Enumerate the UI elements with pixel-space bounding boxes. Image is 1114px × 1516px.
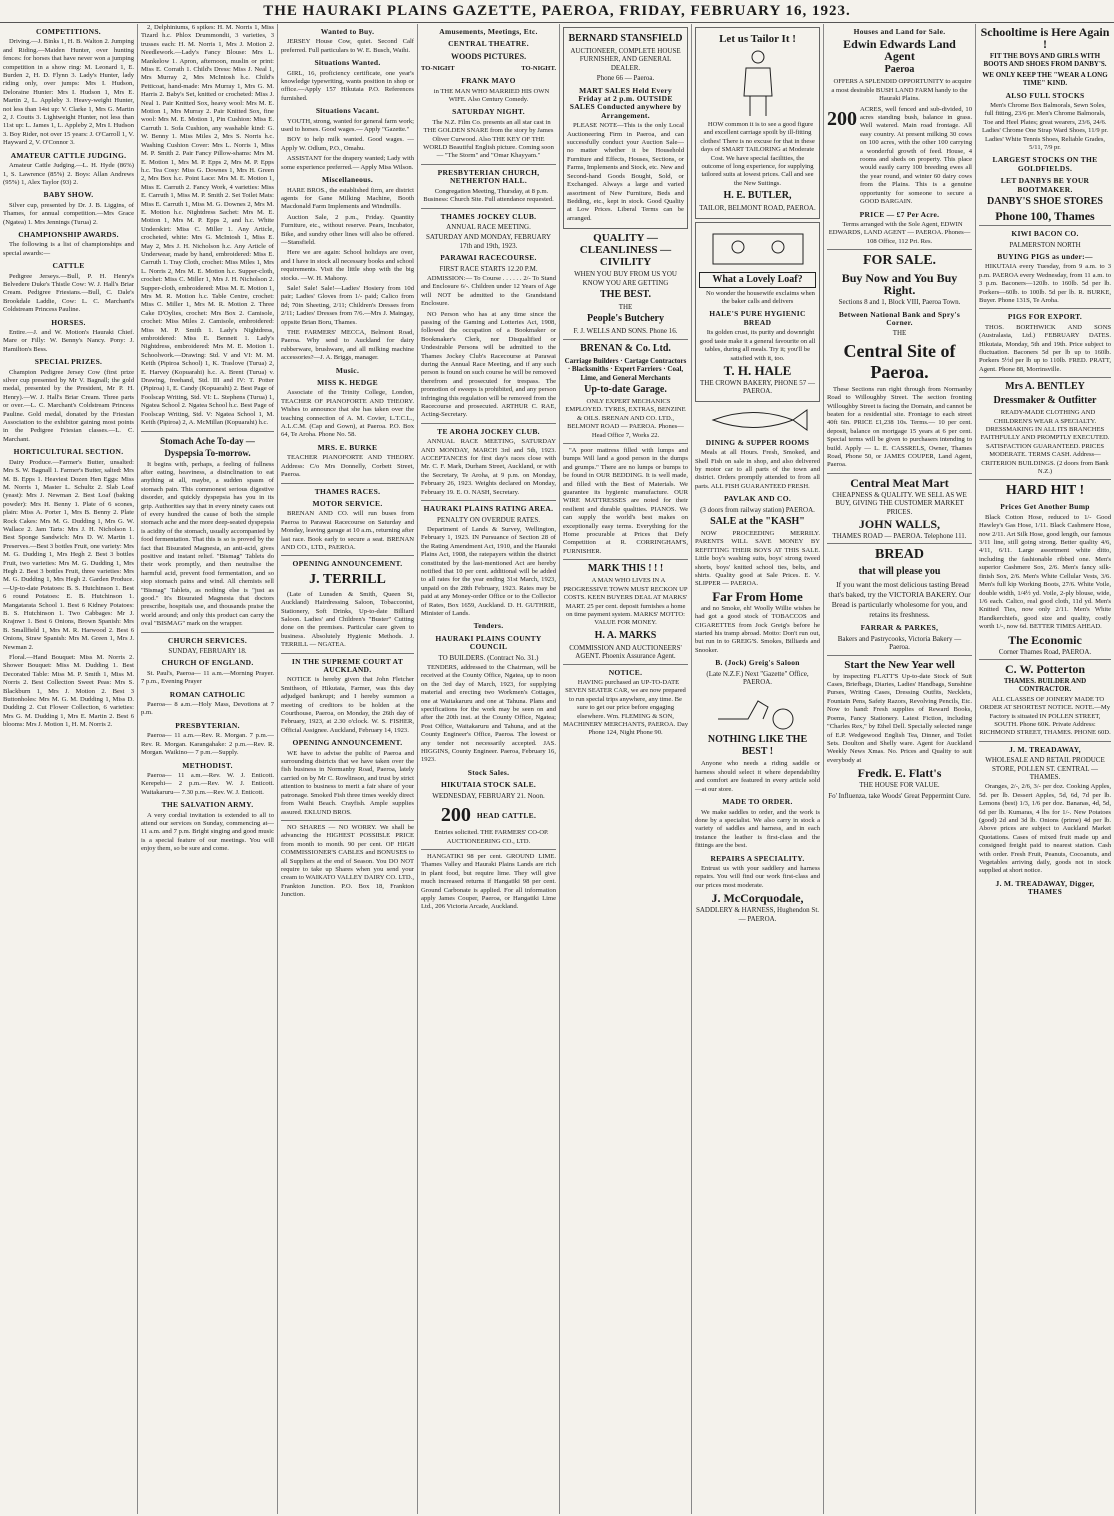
sections: Sections 8 and 1, Block VIII, Paeroa Town.: [838, 298, 961, 307]
presbyterian-heading: PRESBYTERIAN.: [175, 720, 240, 730]
kiwi-sub: PALMERSTON NORTH: [1009, 240, 1081, 249]
jockey-club-heading: THAMES JOCKEY CLUB.: [440, 211, 537, 221]
cattle-heading: CATTLE: [52, 261, 85, 271]
divider: [281, 555, 414, 556]
tonight-right: TO-NIGHT.: [521, 64, 556, 72]
mccorquodale-sub: SADDLERY & HARNESS, Hughendon St. — PAEROA.: [695, 906, 820, 923]
divider: [827, 655, 972, 656]
kash-text: NOW PROCEEDING MERRILY. PARENTS WILL SAVE MONEY BY REFITTING THEIR BOYS AT THIS SALE. Little boy's washing suits, boys' strong tweed shorts, boys' knitted school ties, belts, and shirts. Quality good at Sale Prices. E. V. SLIPPER — PAEROA.: [695, 529, 820, 588]
bakery-ad: [695, 222, 820, 402]
hard-hit-text: Black Cotton Hose, reduced to 1/- Good Hawley's Gas Hose, 1/11. Black Cashmere Hose, now 2/11. Art Silk Hose, good length, our famous 3/11 line, still going strong. Better quality 4/6, 4/11, 6/11. Large assortment white ditto, including the fashionable ribbed one. Men's superior Cashmere Sox, 2/6. Men's fancy silk-finish Sox, 2/6. Men's White Cellular Vests, 3/6. Men's full kip Working Boots, 27/6. White Voile, double width, 1/4½ yd. Voile, 2-ply blouse, wide, 1/6 each. Calico, real good cloth, 11d yd. Men's Knitted Ties, now only 2/11. Men's White Handkerchiefs, good size and quality, costly worth 1/-, now 6d. BETTER TIMES AHEAD.: [979, 513, 1111, 631]
brenan-name: BRENAN & Co. Ltd.: [580, 342, 671, 354]
loaf-text: No wonder the housewife exclaims when the baker calls and delivers: [706, 289, 815, 306]
lime-text: HANGATIKI 98 per cent. GROUND LIME. Thames Valley and Hauraki Plains Lands are rich in plant food, but require lime. They will give much increased returns if Hangatiki 98 per cent. Ground Carbonate is applied. For all information apply James Couper, Paeroa, or Hangatiki Lime Ltd., 206 Victoria Arcade, Auckland.: [421, 852, 556, 911]
cattle-text: Pedigree Jerseys.—Bull, P. H. Henry's Belvedere Duke's Thistle Cow: W. J. Hall's Briar Cream. Pedigree Friesians.—Bull, C. Dale's Brookdale Laddie, Cow: L. C. Marchant's Coldstream Princess Pauline.: [3, 272, 134, 314]
when-buy: WHEN YOU BUY FROM US YOU KNOW YOU ARE GETTING: [574, 270, 677, 287]
far-from-home: Far From Home: [712, 588, 803, 604]
garage-heading: Up-to-date Garage.: [584, 383, 667, 395]
brenan-lines: Carriage Builders · Cartage Contractors · Blacksmiths · Expert Farriers · Coal, Lime, and General Merchants: [564, 356, 687, 382]
stansfield-ad: [563, 27, 688, 229]
ha-marks: H. A. MARKS: [594, 629, 657, 641]
misc-3: Here we are again: School holidays are over, and I have in stock all necessary books and school requirements. Visit the little shop with the big stocks. —W. H. Mahony.: [281, 249, 414, 282]
stock-text: Entries solicited. THE FARMERS' CO-OP. AUCTIONEERING CO., LTD.: [434, 829, 549, 845]
misc-5: THE FARMERS' MECCA, Belmont Road, Paeroa. Why send to Auckland for dairy rubberware, brushware, and all milking machine accessories?—J. A. Briggs, manager.: [281, 329, 414, 362]
terrill-name: J. TERRILL: [309, 571, 386, 587]
saturday-night: SATURDAY NIGHT.: [452, 107, 525, 117]
treadaway-name: J. M. TREADAWAY,: [1009, 744, 1081, 754]
theatre-name: CENTRAL THEATRE.: [448, 39, 529, 49]
te-aroha-heading: TE AROHA JOCKEY CLUB.: [437, 426, 540, 436]
burke-text: TEACHER PIANOFORTE AND THEORY. Address: C/o Mrs Donnelly, Corbett Street, Paeroa.: [281, 454, 414, 479]
keep-text: WE ONLY KEEP THE "WEAR A LONG TIME" KIND.: [982, 70, 1108, 88]
motor-service-text: BRENAN AND CO. will run buses from Paeroa to Parawai Racecourse on Saturday and Monday, leaving garage at 10 a.m., returning after last race. Book early to secure a seat. BRENAN AND CO., LTD., PAEROA.: [281, 510, 414, 551]
opening-heading: OPENING ANNOUNCEMENT.: [292, 559, 403, 569]
stansfield-sub: AUCTIONEER, COMPLETE HOUSE FURNISHER, AND GENERAL DEALER.: [570, 47, 681, 72]
stock-count: 200: [440, 804, 471, 827]
pigs-text: THOS. BORTHWICK AND SONS (Australasia, Ltd.) FEBRUARY DATES. Hikutaia, Monday, 5th and 19th. Price subject to fluctuation. Baconers 5d per lb up to 160lb. Porkers 5½d per lb up to 110lb. FRED. PRATT, Agent. Phone 88, Morrinsville.: [979, 323, 1111, 373]
situations-vacant-heading: Situations Vacant.: [315, 106, 380, 116]
greig-saloon: B. (Jock) Greig's Saloon: [715, 658, 800, 668]
divider: [421, 849, 556, 850]
baby-show-text: Silver cup, presented by Dr. J. B. Liggins, of Thames, for annual competition.—Mrs Grace (Ngatea) 1. Mrs Jennings (Turua) 2.: [3, 201, 134, 226]
situations-wanted-heading: Situations Wanted.: [314, 58, 381, 68]
edwin-edwards: Edwin Edwards Land Agent: [843, 37, 956, 64]
saturday-text: The N.Z. Film Co. presents an all star cast in THE GOLDEN SNARE from the story by James Oliver Curwood. Also THE KEY OF THE WORLD Beautiful English picture. Coming soon — "The Storm" and "Omar Khayyam.": [423, 118, 554, 160]
championship-heading: CHAMPIONSHIP AWARDS.: [18, 229, 119, 239]
footer-ad: Fo' Influenza, take Woods' Great Peppermint Cure.: [828, 791, 971, 800]
kiwi-bacon: KIWI BACON CO.: [1011, 229, 1079, 239]
jockey-sub: ANNUAL RACE MEETING.: [446, 222, 531, 231]
roman-catholic-heading: ROMAN CATHOLIC: [169, 689, 246, 699]
special-prizes-heading: SPECIAL PRIZES.: [34, 357, 103, 367]
made-to-order: MADE TO ORDER.: [722, 797, 793, 807]
rating-sub: PENALTY ON OVERDUE RATES.: [437, 515, 540, 524]
vacant-3: ASSISTANT for the drapery wanted; Lady with some experience preferred.— Apply Miss Wilson.: [281, 155, 414, 171]
divider: [827, 473, 972, 474]
stomach-ad-heading: Stomach Ache To-day — Dyspepsia To-morrow.: [160, 435, 255, 458]
wanted-text: JERSEY House Cow, quiet. Second Calf preferred. Full particulars to W. E. Busch, Waihi.: [281, 38, 414, 54]
divider: [281, 653, 414, 654]
burke-name: MRS. E. BURKE: [317, 442, 378, 452]
column-4: [418, 24, 560, 1514]
divider: [979, 479, 1111, 480]
masthead: THE HAURAKI PLAINS GAZETTE, PAEROA, FRIDAY, FEBRUARY 16, 1923.: [0, 0, 1114, 23]
bread-sub: that will please you: [858, 566, 941, 578]
nothing-like-best: NOTHING LIKE THE BEST !: [707, 734, 808, 758]
no-shares-text: NO SHARES — NO WORRY. We shall be advancing the HIGHEST POSSIBLE PRICE from month to month. 90 per cent. OF HIGH COMMISSIONER'S CABLES and BONUSES to all Suppliers at the end of Season. You DO NOT require to take up Shares when you send your cream to WAIKATO VALLEY DAIRY CO. LTD., Frankton Junction. P.O. Box 18, Frankton Junction.: [281, 823, 414, 899]
county-text: TENDERS, addressed to the Chairman, will be received at the County Office, Ngatea, up to noon on the 3rd day of March, 1923, for supplying material and erecting two Workmen's Cottages, one at Waitakaruru and one at Tahuna. Plans and specifications for the work may be seen on and after the 20th inst. at the County Office, Ngatea; Post Office, Waitakaruru and Tahuna, and at the County Engineer's Office, Paeroa. The lowest or any tender not necessarily accepted. JAS. HIGGINS, County Engineer. Paeroa, February 16, 1923.: [421, 664, 556, 764]
mattress-text: "A poor mattress filled with lumps and bumps Will land a good person in the dumps and grumps." There are no lumps or bumps to be found in OUR BEDDING. It is well made, and filled with the Best of Materials. We guarantee its hygienic manufacture. OUR WIRE MATTRESSES are noted for their resilient and durable qualities. PIANOS. We can supply the world's best makes on exceptionally easy terms. Everything for the Home procurable at Prices that Defy Competition at R. CORRINGHAM'S, FURNISHER.: [563, 447, 688, 555]
church-england-text: St. Paul's, Paeroa— 11 a.m.—Morning Prayer. 7 p.m., Evening Prayer: [141, 669, 274, 686]
horticultural-text: Dairy Produce.—Farmer's Butter, unsalted: Mrs S. W. Bagnall 1. Farmer's Butter, salted: Mrs M. B. Epps 1. Heaviest Dozen Hen Eggs: Miss M. Norris 1, Master L. Schultz 2. Slab Loaf (yeast): Mrs J. Newman 2. Best Loaf (baking powder): Mrs H. Benny 1. Plate of 6 scones, plain: Miss A. Porter 1, Mrs B. Benny 2. Plate Rock Cakes: Mrs M. G. Dudding 1, Mrs G. W. Wallace 2. Jam Tarts: Mrs J. H. Nicholson 1. Best Sponge Sandwich: Mrs D. W. Martin 1. Preserves.—Best 3 bottles Fruit, one variety: Mrs M. G. Dudding 1, Mrs Hegh 2. Best 3 bottles Fruit, two varieties: Mrs M. G. Dudding 1, Mrs Hegh 2. Best 3 bottles Fruit, three varieties: Mrs M. G. Dudding 1, Mrs Hegh 2. Garden Produce.—Up-to-date Potatoes: B. S. Hutchinson 1. Best 6 round Potatoes: E. B. Hutchinson 1. Mangatarata School 1. Best 6 Kidney Potatoes: B. S. Hutchinson 1. Two Cabbages: Mr J. Krajnwr 1. Best 6 Onions, Brown Spanish: Mrs B. Smallfield 1, Mrs M. R. Harwood 2. Best 6 Onions, Straw Spanish: Mrs M. Green 1, Mrs J. Newman 2.: [3, 458, 134, 651]
frank-text: in THE MAN WHO MARRIED HIS OWN WIFE. Also Century Comedy.: [433, 87, 550, 104]
potterton-name: C. W. Potterton: [1005, 661, 1085, 676]
tailored-man-illustration-icon: [734, 48, 782, 118]
terms-text: Terms arranged with the Sole Agent, EDWIN EDWARDS, LAND AGENT — PAEROA. Phones— 108 Office, 112 Pri. Res.: [828, 220, 971, 245]
stock-count-row: [421, 802, 556, 829]
divider: [563, 559, 688, 560]
divider: [141, 431, 274, 432]
tenders-heading: Tenders.: [473, 621, 504, 631]
divider: [979, 225, 1111, 226]
farrar-sub: Bakers and Pastrycooks, Victoria Bakery — Paeroa.: [837, 634, 962, 652]
column-6: [692, 24, 824, 1514]
horticultural-heading: HORTICULTURAL SECTION.: [13, 447, 124, 457]
horses-heading: HORSES.: [51, 317, 86, 327]
frank-mayo: FRANK MAYO: [461, 76, 516, 86]
church-heading: CHURCH SERVICES.: [167, 635, 248, 645]
admission-text: ADMISSION:— To Course . . . . . . 2/- To Stand and Enclosure 6/-. Children under 12 Years of Age will NOT be admitted to the Grandstand Enclosure.: [421, 274, 556, 308]
new-year-text: by inspecting FLATT'S Up-to-date Stock of Suit Cases, Briefbags, Diaries, Ladies' Handbags, Sunshine Purses, Writing Cases, Dressing Outfits, Necklets, Fountain Pens, Safety Razors, Revolving Pencils, Etc. Now to hand: Fresh supplies of Reward Books, Poems, Fancy Stationery. Latest Fiction, including "Charles Rex," by Ethel Dell. Specially selected range of E.P. Wedgewood English Tea, Dinner, and Toilet Sets. Doulton and Shelly ware. Agent for Auckland Weekly News Xmas. No. Prices and Quality to suit everybody at: [827, 672, 972, 764]
ha-marks-sub: COMMISSION AND AUCTIONEERS' AGENT. Phoenix Assurance Agent.: [569, 643, 682, 661]
misc-1: HARE BROS., the established firm, are district agents for Gane Milking Machine, Booth Macdonald Farm Implements and Windmills.: [281, 186, 414, 211]
woods-pictures: WOODS PICTURES.: [450, 51, 527, 61]
amusements-heading: Amusements, Meetings, Etc.: [439, 27, 538, 36]
opening2-text: WE have to advise the public of Paeroa and surrounding districts that we have taken over the fish business in Normanby Road, Paeroa, lately carried on by Mr C. Rowlinson, and trust by strict attention to business to merit a fair share of your patronage. Smoked Fish three times weekly direct from Waihi Beach. Crayfish. Ample supplies assured. EKLUND BROS.: [281, 749, 414, 816]
bentley-name: Mrs A. BENTLEY: [1005, 381, 1085, 393]
notice-heading: NOTICE.: [608, 667, 643, 677]
presbyterian-church-heading: PRESBYTERIAN CHURCH, NETHERTON HALL.: [437, 167, 540, 186]
danby-phone: Phone 100, Thames: [995, 209, 1095, 224]
music-teacher-name: MISS K. HEDGE: [317, 378, 378, 388]
butler-name: H. E. BUTLER,: [723, 190, 792, 202]
buying-pigs: BUYING PIGS as under:—: [997, 251, 1093, 261]
salvation-army-text: A very cordial invitation is extended to all to attend our services on Sunday, commencing at— 11 a.m. and 7 p.m. Bright singing and good music is a special feature of our meetings. You will enjoy them, so be sure and come.: [141, 811, 274, 853]
tailor-ad: [695, 27, 820, 219]
cattle-judging-text: Amateur Cattle Judging.—L. H. Hyde (86%) 1, S. Lawrence (85%) 2. Boys: Allan Andrews (95%) 1, Alex Taylor (93) 2.: [3, 162, 134, 186]
competitions-text: Driving.—J. Binks 1, H. B. Walton 2. Jumping and Riding.—Maiden Hunter, over hunting fences: for horses that have never won a jumping competition in a show ring: M. Leonard 1, E. Burden 2, H. D. Flynn 3. Lady's Hunter, lady riding only, over jumps: Mrs I. Hudson, Deloraine Hunter: Mrs I. Hudson 1, Mrs E. Martin 2, L. Appleby 3. Heavy-weight Hunter, not less than 14st up: V. Clarke 1, Mrs G. Martin 2, J. Coutts 3. Lightweight Hunter, not less than 11st up: L. James 1, L. Appleby 2, Mrs I. Hudson 3. Boy Rider, not over 15 years: J. O'Carroll 1, V. Hayward 2, V. O'Connor 3.: [3, 38, 134, 147]
treadaway-sign: J. M. TREADAWAY, Digger, THAMES: [995, 878, 1095, 897]
floral-text: Floral.—Hand Bouquet: Miss M. Norris 2. Shower Bouquet: Miss M. Dudding 1. Best Decorated Table: Miss M. P. Smith 1, Miss M. Norris 2. Best Collection Sweet Peas: Mrs S. Blackburn 1, Mrs J. Motion 2. Best 3 Buttonholes: Mrs M. G. M. Dudding 1, Miss D. Dudding 2. Cut Flower Collection, 6 varieties: Mrs G. M. Dudding 1, Mrs E. Martin 2. Best 6 blooms: Mrs J. Motion 1, H. M. Norris 2.: [3, 654, 134, 729]
divider: [421, 164, 556, 165]
tailor-text: HOW common it is to see a good figure and excellent carriage spoilt by ill-fitting clothes! There is no excuse for that in these days of SMART TAILORING at Moderate Cost. We have special facilities, the outcome of long experience, for supplying tailored suits at lowest prices. Call and see the New Suitings.: [700, 121, 815, 187]
flatt-name: Fredk. E. Flatt's: [857, 766, 942, 781]
jockey-dates: SATURDAY AND MONDAY, FEBRUARY 17th and 19th, 1923.: [425, 233, 552, 250]
rating-text: Department of Lands & Survey, Wellington, February 1, 1923. IN Pursuance of Section 28 of the Rating Amendment Act, 1910, and the Hauraki Plains Act, 1908, the ratepayers within the district constituted by the last-mentioned Act are hereby notified that 10 per cent. additional will be added to all rates for the year ending 31st March, 1923, unpaid on the 28th February, 1923. Rates may be paid at any Money-order Office or to the Collector of Rates, Box 1659, Auckland. D. H. GUTHRIE, Minister of Lands.: [421, 525, 556, 617]
central-site: Central Site of Paeroa.: [843, 340, 956, 382]
the-label: THE: [892, 329, 907, 338]
the-label: THE: [618, 302, 633, 311]
column-7: [824, 24, 976, 1514]
treadaway-text: Oranges, 2/-, 2/6, 3/- per doz. Cooking Apples, 5d. per lb. Dessert Apples, 5d, 6d, 7d per lb. Lemons (best) 1/3, 1/6 per doz. Bananas, 4d, 5d, 6d per lb. Kumaras, 4 lbs for 1/-. New Potatoes (good) 2d and 3d lb. Onions (prime) 4d per lb. Above prices are subject to Auckland Market Quotations. Cases of mixed fruit made up and consigned freight paid to nearest station. Cash with order. Fresh Fruit, Peanuts, Cocoanuts, and Vegetables arriving daily, goods not in stock supplied at short notice.: [979, 783, 1111, 875]
hard-hit-sub: Prices Get Another Bump: [1000, 502, 1090, 512]
column-3: [278, 24, 418, 1514]
tailor-heading: Let us Tailor It !: [719, 33, 796, 45]
john-walls: JOHN WALLS,: [858, 517, 941, 532]
methodist-text: Paeroa— 11 a.m.—Rev. W. J. Enticott. Kerepehi— 2 p.m.—Rev. W. J. Enticott. Waitakaruru— 7.30 p.m.—Rev. W. J. Enticott.: [141, 771, 274, 796]
mart-sales: MART SALES Held Every Friday at 2 p.m. OUTSIDE SALES Conducted anywhere by Arrangement.: [569, 85, 682, 120]
buy-now: Buy Now and You Buy Right.: [841, 271, 958, 298]
music-heading: Music.: [335, 365, 360, 375]
notice-text: HAVING purchased an UP-TO-DATE SEVEN SEATER CAR, we are now prepared to run special trips anywhere, any time. Be sure to get our price before engaging elsewhere. Wm. FLEMING & SON, MACHINERY MERCHANTS, PAEROA. Day Phone 124, Night Phone 90.: [563, 678, 688, 737]
stansfield-name: BERNARD STANSFIELD: [568, 33, 683, 44]
column-2: [138, 24, 278, 1514]
economic-sub: Corner Thames Road, PAEROA.: [998, 647, 1092, 656]
largest-stocks: LARGEST STOCKS ON THE GOLDFIELDS.: [992, 155, 1098, 173]
pavlak-name: PAVLAK AND CO.: [723, 494, 792, 504]
hard-hit: HARD HIT !: [1005, 483, 1085, 499]
greig-sub: (Late N.Z.F.) Next "Gazette" Office, PAEROA.: [706, 669, 809, 687]
dining-heading: DINING & SUPPER ROOMS: [705, 437, 810, 447]
divider: [979, 741, 1111, 742]
needlework-text: 2, Delphiniums, 6 spikes: H. M. Norris 1, Miss Tizard h.c. Phlox Drummondii, 3 varieties, 3 trusses each: H. M. Norris 1, Mrs J. Motion 2. Needlework.—Lady's Fancy Blouse: Mrs L. Mankelow 1. Apron, afternoon, muslin or print: Miss E. Corrath 1. Child's Dress: Miss J. Neal 1, Mrs Murray 2, Mrs McIntosh h.c. Child's Petticoat, hand-made: Mrs Murray 1, Mrs G. M. Harris 2. Baby's Set, knitted or crocheted: Miss J. Neal 1. Pair Knitted Sox, heavy wool: Mrs M. E. Motion 1, Mrs Murray 2. Pair Knitted Sox, fine wool: Mrs M. E. Motion 1, Pin Cushion: Miss E. Carruth 1. Sofa Cushion, any washable kind: G. W. Benny 1. Miss Miles 2, Mrs S. Norris h.c. Washing Cushion Cover: Mrs L. Norris 1, Miss M. P. Smith 2. Pair Fancy Pillow-shams: Mrs M. E. Motion 1, Mrs M. P. Epps 2, Mrs M. P. Epps h.c. Tea Cosy: Miss G. Downes 1, Mrs H. Green 2, Mrs Box h.c. Point Lace: Mrs M. E. Motion 1, Miss E. Carruth 2. Fancy Work, 4 varieties: Miss E. Carruth 1, Miss M. P. Smith 2. Set Toilet Mats: Miss E. Carruth 1, Miss M. G. Downes 2, Mrs M. E. Motion h.c. Nightdress Sachet: Mrs M. E. Motion 1, Mrs M. P. Epps 2, and h.c. White Underskirt: Miss C. Miller 1. Any Article, crocheted, white: Mrs G. McIntosh 1, Miss E. May 2, Mrs J. H. Nicholson h.c. Any Article of Underwear, made by hand, embroidered: Miss E. Carruth 1. Tray Cloth, crochet: Miss Miles 1, Mrs L. Norris 2, Mrs M. E. Motion h.c. Supper-cloth, crochet: Miss C. Miller 1, Mrs J. H. Nicholson 2. Supper-cloth, embroidered: Miss M. E. Motion 1, Mrs M. R. Motion h.c. Table Centre, crochet: Miss C. Miller 1, Mrs M. R. Motion 2. Three Cake D'Oylies, crochet: Mrs Box 2. Camisole, crochet: Miss Miles 2. Camisole, embroidered: Miss M. P. Smith 1. Lady's Nightdress, embroidered: Miss E. Bennett 1. Lady's Nightdress, embroidered: Mrs M. E. Motion 1. Schoolwork.—Drawing: Std. V and VI: M. M. Keith (Pipiroa School) 1, K. Traslove (Turua) 2, E. Harvey (Kopuarahi) h.c. A. Brent (Turua) v. Drawing, freehand, Std. III and IV: T. Potter (Pipiroa) 1, E. Candy (Kopuarahi) 2. Best Page of Foolscap Writing, Std. VI: L. Stephens (Turua) 1, Ngatea School 2. Ngatea School h.c. Best Page of Foolscap Writing, Std. V: Ngatea School 1, M. Keith (Pipiroa) 2, A. McMillan (Kopuarahi) h.c.: [141, 24, 274, 427]
acres-text: ACRES, well fenced and sub-divided, 10 acres standing bush, balance in grass. Well watered. Main road frontage. All easy country. At present milking 30 cows on 100 acres, with the other 100 carrying a wonderful growth of feed. House, 4 rooms and sheds on property. This place would easily carry 100 breeding ewes all the year round, and winter 60 dairy cows from the Plains. This is a genuine opportunity for someone to secure a GOOD BARGAIN.: [860, 105, 972, 206]
hale-name: T. H. HALE: [723, 362, 792, 378]
divider: [281, 820, 414, 821]
divider: [563, 339, 688, 340]
potterton-sub: THAMES. BUILDER AND CONTRACTOR.: [1003, 676, 1087, 694]
stomach-ad-text: It begins with, perhaps, a feeling of fullness after eating, heaviness, a disinclination to eat anything at all, maybe, a sudden spasm of stomach pain. This commonest serious digestive disorder, and quickly dyspepsia has you in its grip. Authorities say that in every ninety cases out of every hundred the cause of both the simple stomach ache and the more deep-seated dyspepsia is acidity of the stomach, usually accompanied by food fermentation. That this is so is proved by the fact that Bisurated Magnesia, an anti-acid, gives positive and instant relief. "Bismag" Tablets do their work promptly, and then neutralise the harmful acid, prevent food fermentation, and so stop stomach pains and wind. All chemists sell "Bismag" Tablets, as nothing else is "just as good." It's Bisurated Magnesia that doctors prescribe, hospitals use, and thousands praise the world around; and only this product can carry the oval "BISMAG" mark on the wrapper.: [141, 460, 274, 628]
methodist-heading: METHODIST.: [182, 760, 233, 770]
opening2-heading: OPENING ANNOUNCEMENT.: [292, 738, 403, 748]
rating-heading: HAURAKI PLAINS RATING AREA.: [423, 504, 554, 514]
tonight-left: TO-NIGHT: [421, 64, 455, 72]
school-text: FIT THE BOYS AND GIRLS WITH BOOTS AND SHOES FROM DANBY'S.: [983, 52, 1107, 69]
cattle-judging-heading: AMATEUR CATTLE JUDGING.: [10, 150, 127, 160]
walls-sub: THAMES ROAD — PAEROA. Telephone 111.: [832, 532, 967, 541]
bentley-text: READY-MADE CLOTHING AND CHILDREN'S WEAR A SPECIALTY. DRESSMAKING IN ALL ITS BRANCHES FAITHFULLY AND PROMPTLY EXECUTED. SATISFACTION GUARANTEED. PRICES MODERATE. TERMS CASH. Address— CRITERION BUILDINGS. (2 doors from Bank N.Z.): [980, 409, 1110, 476]
stock-cattle: HEAD CATTLE.: [476, 811, 537, 821]
flatt-sub: THE HOUSE FOR VALUE.: [859, 781, 940, 790]
meat-text: CHEAPNESS & QUALITY. WE SELL AS WE BUY, GIVING THE CUSTOMER MARKET PRICES.: [832, 490, 967, 516]
stansfield-phone: Phone 66 — Paeroa.: [596, 74, 655, 83]
court-heading: IN THE SUPREME COURT AT AUCKLAND.: [291, 656, 404, 674]
central-meat-mart: Central Meat Mart: [850, 475, 949, 490]
church-date: SUNDAY, FEBRUARY 18.: [168, 647, 247, 656]
bread-text: If you want the most delicious tasting Bread that's baked, try the VICTORIA BAKERY. Our Bread is particularly wholesome for you, and retains its freshness.: [828, 580, 971, 620]
divider: [421, 423, 556, 424]
schooltime: Schooltime is Here Again !: [980, 25, 1110, 51]
pigs-export: PIGS FOR EXPORT.: [1007, 312, 1083, 322]
hales-bread: HALE'S PURE HYGIENIC BREAD: [709, 309, 806, 327]
wanted-heading: Wanted to Buy.: [320, 27, 375, 36]
first-race: FIRST RACE STARTS 12.20 P.M.: [439, 264, 538, 273]
kash-sale: SALE at the "KASH": [710, 515, 805, 527]
competitions-heading: COMPETITIONS.: [36, 27, 101, 36]
fish-illustration-icon: [703, 405, 813, 435]
te-aroha-text: ANNUAL RACE MEETING, SATURDAY AND MONDAY, MARCH 3rd and 5th, 1923. ACCEPTANCES for first day's races close with Mr. C. F. Mark, Durham Street, Auckland, or with the Secretary, Te Aroha, at 9 p.m. on Monday, February 26, 1923. Weights declared on Monday, February 19. E. O. NASH, Secretary.: [421, 438, 556, 496]
bootmaker: LET DANBYS BE YOUR BOOTMAKER.: [1000, 176, 1090, 194]
music-text: Associate of the Trinity College, London, TEACHER OF PIANOFORTE AND THEORY. Wishes to announce that she has taken over the teaching connection of A. M. Covier, L.T.C.L., A.L.C.M. (Cap and Gown), at Paeroa. P.O. Box 64, Te Aroha. Phone No. 58.: [281, 389, 414, 439]
newspaper-columns: [0, 24, 1114, 1516]
price: PRICE — £7 Per Acre.: [859, 209, 940, 219]
lovely-loaf: What a Lovely Loaf?: [699, 272, 816, 288]
full-stocks: ALSO FULL STOCKS: [1005, 90, 1085, 100]
horses-text: Entire.—J. and W. Motion's Hauraki Chief. Mare or Filly: W. Benny's Nancy. Pony: J. Hamilton's Bess.: [3, 329, 134, 353]
special-prizes-text: Champion Pedigree Jersey Cow (first prize silver cup presented by Mr V. Bagnall; the gold medal, presented by the President, Mr P. H. Henry).—W. J. Hall's Briar Cream. Three parts or over.—L. C. Marchant's Coldstream Princess Pauline. Gold medal, donated by the Friesian Association to the exhibitor gaining most points in the Pedigree Friesian classes.—L. C. Marchant.: [3, 368, 134, 443]
vacant-1: YOUTH, strong, wanted for general farm work; used to horses. Good wages.— Apply "Gazette.": [281, 117, 414, 134]
marks-text: A MAN WHO LIVES IN A PROGRESSIVE TOWN MUST RECKON UP COSTS. KEEN BUYERS DEAL AT MARKS' MART. 25 per cent. deposit furnishes a home on time payment system. MARKS' MOTTO: VALUE FOR MONEY.: [563, 577, 688, 627]
salvation-army-heading: THE SALVATION ARMY.: [161, 800, 254, 810]
presbyterian-text: Paeroa— 11 a.m.—Rev. R. Morgan. 7 p.m.—Rev. R. Morgan. Karangahake: 2 p.m.—Rev. R. Morgan. Waikino— 7 p.m.—Supply.: [141, 732, 274, 757]
order-text: We make saddles to order, and the work is done by a specialist. We also carry in stock a variety of saddles and harness, and in each instance the leather is first-class and the fittings are the best.: [695, 808, 820, 850]
column-8: [976, 24, 1114, 1514]
divider: [141, 632, 274, 633]
bread: BREAD: [874, 547, 924, 563]
horse-cart-illustration-icon: [708, 689, 808, 731]
garage-text: ONLY EXPERT MECHANICS EMPLOYED. TYRES, EXTRAS, BENZINE & OILS. BRENAN AND CO. LTD., BELMONT ROAD — PAEROA. Phones— Head Office 7, Works 22.: [565, 397, 686, 439]
county-sub: TO BUILDERS. (Contract No. 31.): [438, 653, 539, 662]
column-5: [560, 24, 692, 1514]
motor-service-heading: MOTOR SERVICE.: [312, 498, 383, 508]
new-year: Start the New Year well: [844, 658, 955, 671]
county-heading: HAURAKI PLAINS COUNTY COUNCIL: [435, 633, 542, 652]
central-text: These Sections run right through from Normanby Road to Willoughby Street. The section fronting Willoughby Street is facing the Domain, and cannot be beaten for a residential site. Frontage to each street 40ft 6in. PRICE £1,238 10s. Terms.— 10 per cent. deposit, balance on mortgage 15 years at 6 per cent. Special terms will be given to purchasers intending to build. Apply — L. E. CASSRELS, Owner, Thames Road, Phone 50, or JAMES COUPER, Land Agent, Paeroa.: [827, 385, 972, 469]
baby-show-heading: BABY SHOW.: [43, 190, 94, 200]
column-1: [0, 24, 138, 1514]
divider: [827, 249, 972, 250]
mark-this: MARK THIS ! ! !: [587, 563, 664, 575]
divider: [421, 500, 556, 501]
pavlak-sub: (3 doors from railway station) PAEROA.: [700, 505, 815, 514]
miscellaneous-heading: Miscellaneous.: [321, 175, 374, 185]
hales-text: Its golden crust, its purity and downright good taste make it a general favourite on all tables, during all meals. Try it; you'll be satisfied with it, too.: [699, 329, 816, 362]
mccorquodale-name: J. McCorquodale,: [711, 891, 804, 906]
divider: [281, 483, 414, 484]
divider: [563, 664, 688, 665]
divider: [563, 443, 688, 444]
the-best: THE BEST.: [600, 288, 651, 300]
baker-illustration-icon: [708, 229, 808, 269]
offers-text: OFFERS A SPLENDID OPPORTUNITY to acquire a most desirable BUSH LAND FARM handy to the Hauraki Plains.: [831, 78, 972, 103]
for-sale: FOR SALE.: [862, 253, 937, 269]
court-text: NOTICE is hereby given that John Fletcher Smithson, of Hikutaia, Farmer, was this day adjudged bankrupt; and I hereby summon a meeting of creditors to be holden at the Courthouse, Paeroa, on Monday, the 26th day of February, 1923, at 2.30 o'clock. W. S. FISHER, Official Assignee. Auckland, February 14, 1923.: [281, 676, 414, 734]
butchery-sub: F. J. WELLS AND SONS. Phone 16.: [573, 327, 678, 336]
misc-2: Auction Sale, 2 p.m., Friday. Quantity Furniture, etc., without reserve. Pears, Incubator, Bike, and sundry other lines will also be offered.—Stansfield.: [281, 213, 414, 246]
divider: [979, 377, 1111, 378]
hale-sub: THE CROWN BAKERY, PHONE 57 — PAEROA.: [700, 378, 815, 396]
paeroa-label: Paeroa: [884, 64, 915, 76]
the-economic: The Economic: [1008, 632, 1082, 647]
nothing-text: Anyone who needs a riding saddle or harness should select it where dependability and comfort are featured in every article sold—at our store.: [695, 760, 820, 793]
farrar-parkes: FARRAR & PARKES,: [860, 623, 939, 633]
far-from-text: and no Smoke, eh! Woolly Willie wishes he had got a good stock of TOBACCOS and CIGARETTES from Jock Greig's before he started his tramp abroad. Motto: Don't run out, but run in to GREIG'S. Smokes, Billiards and Snooker.: [695, 604, 820, 654]
misc-4: Sale! Sale! Sale!—Ladies' Hosiery from 10d pair; Ladies' Gloves from 1/- paid; Calico from 8d; 70in Sheeting, 2/11; Children's Dresses from 2/11; Ladies' Dresses from 7/6.—Mrs J. Maingay, oppsite Brian Boru, Thames.: [281, 284, 414, 326]
vacant-2: BOY to help milk wanted. Good wages. — Apply W. Odlum, P.O., Omahu.: [281, 136, 414, 152]
acres-row: [827, 106, 972, 207]
stock-date: WEDNESDAY, FEBRUARY 21. Noon.: [432, 791, 545, 800]
bentley-sub: Dressmaker & Outfitter: [993, 395, 1097, 407]
divider: [421, 208, 556, 209]
acres-count: 200: [827, 107, 857, 130]
parawai-racecourse: PARAWAI RACECOURSE.: [440, 253, 537, 263]
presbyterian-church-text: Congregation Meeting, Thursday, at 8 p.m. Business: Church Site. Full attendance requested.: [423, 187, 554, 204]
dining-text: Meals at all Hours. Fresh, Smoked, and Shell Fish on sale in shop, and also delivered by motor car to all parts of the town and district. Orders promptly attended to from all parts. ALL FISH GUARANTEED FRESH.: [695, 449, 820, 490]
thames-races-heading: THAMES RACES.: [314, 486, 381, 496]
terrill-text: (Late of Lunsden & Smith, Queen St, Auckland) Hairdressing Saloon, Tobacconist, Stationery, Soft Drinks, Up-to-date Billiard Saloon. Ladies' and Children's "Buster" Cutting done on the premises. Particular care given to business. Absolutely Hygienic Methods. J. TERRILL — NGATEA.: [281, 590, 414, 649]
divider: [827, 543, 972, 544]
stansfield-note: PLEASE NOTE—This is the only Local Auctioneering Firm in Paeroa, and can successfully conduct your Auction Sale—no matter whether it be Household Furniture and Effects, Houses, Sections, or Farms, Implements and Stock, etc. New and Second-hand Goods Bought, Sold, or Exchanged. Always a large and varied assortment of New Furniture, Beds and Bedding, etc., kept in stock. Good Quality at Low Prices. Liberal Terms can be arranged.: [567, 122, 684, 222]
situations-wanted-text: GIRL, 16, proficiency certificate, one year's knowledge typewriting, wants position in shop or office.—Apply 157 Hikutaia P.O. References furnished.: [281, 69, 414, 102]
potterton-text: ALL CLASSES OF JOINERY MADE TO ORDER AT SHORTEST NOTICE. NOTE.—My Factory is situated IN POLLEN STREET, SOUTH. Phone 60K. Private Address: RICHMOND STREET, THAMES. PHONE 60D.: [979, 695, 1111, 737]
championship-text: The following is a list of championships and special awards:—: [3, 241, 134, 257]
repairs-text: Entrust us with your saddlery and harness repairs. You will find our work first-class and our prices most moderate.: [695, 864, 820, 889]
stock-sales-heading: Stock Sales.: [467, 767, 510, 777]
danby-stores: DANBY'S SHOE STORES: [987, 196, 1103, 208]
treadaway-sub: WHOLESALE AND RETAIL PRODUCE STORE, POLLEN ST. CENTRAL — THAMES.: [985, 756, 1105, 781]
peoples-butchery: People's Butchery: [587, 313, 664, 325]
stocks-text: Men's Chrome Box Balmorals, Sewn Soles, full fitting, 23/6 pr. Men's Chrome Balmorals, Toe and Heel Plates; great wearers, 23/6, 24/6. Ladies' Chrome One Strap Ward Shoes, 11/9 pr. Ladies' White Tennis Shoes, Reliable Grades, 5/11, 7/9 pr.: [981, 102, 1109, 152]
jockey-text: NO Person who has at any time since the passing of the Gaming and Lotteries Act, 1908, followed the occupation of a Bookmaker or Bookmaker's Clerk, nor Disqualified or Undesirable Persons will be admitted to the Thames Jockey Club's Racecourse at Parawai during the Annual Race Meeting, and if any such person is found on such course he will be removed therefrom and prosecuted for trespass. The promotion of sweeps is prohibited, and any person infringing this regulation will be removed from the Racecourse and prosecuted. ARTHUR C. RAE, Acting-Secretary.: [421, 310, 556, 419]
divider: [979, 308, 1111, 309]
divider: [979, 659, 1111, 660]
tonight-row: [421, 65, 556, 73]
buying-text: HIKUTAIA every Tuesday, from 9 a.m. to 3 p.m. PAEROA every Wednesday, from 11 a.m. to 3 p.m. Baconers—120lb. to 160lb. 5d per lb. Porkers—60lb. to 100lb. 5d per lb. R. BURKE, Buyer. Phone 131S, Te Aroha.: [979, 263, 1111, 304]
repairs-heading: REPAIRS A SPECIALITY.: [710, 853, 805, 863]
houses-heading: Houses and Land for Sale.: [853, 27, 946, 36]
between: Between National Bank and Spry's Corner.: [838, 309, 961, 327]
church-england-heading: CHURCH OF ENGLAND.: [161, 658, 254, 668]
roman-catholic-text: Paeroa— 8 a.m.—Holy Mass, Devotions at 7 p.m.: [141, 701, 274, 717]
quality-heading: QUALITY — CLEANLINESS — CIVILITY: [579, 232, 672, 269]
butler-sub: TAILOR, BELMONT ROAD, PAEROA.: [699, 204, 816, 213]
stock-sale-sub: HIKUTAIA STOCK SALE.: [440, 780, 537, 790]
